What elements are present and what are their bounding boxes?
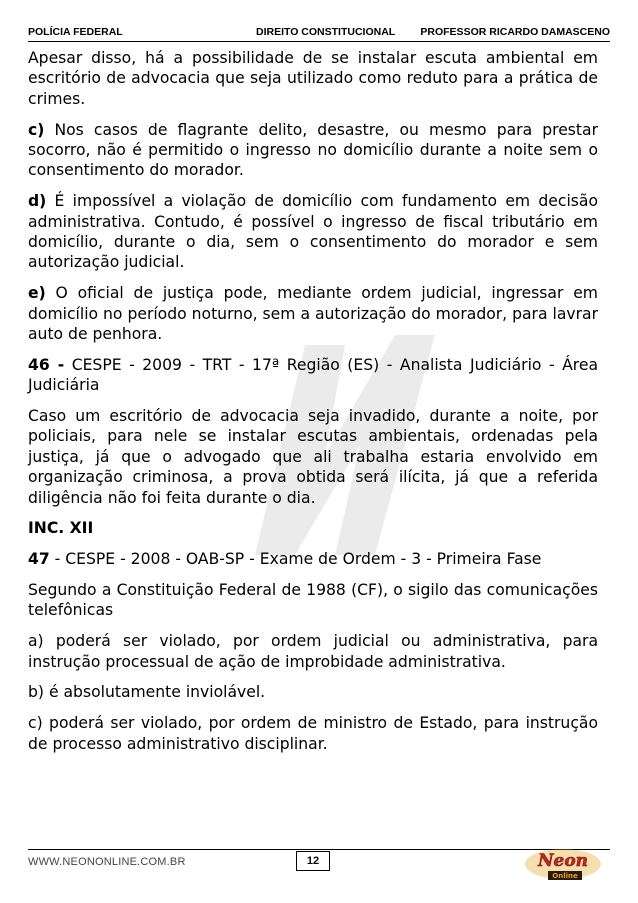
- question-number: 47: [28, 550, 50, 569]
- page-number: 12: [296, 851, 330, 871]
- question-47-heading: [28, 549, 598, 569]
- neon-logo-icon: [522, 844, 604, 884]
- option-d-paragraph: [28, 191, 598, 273]
- question-46-heading: [28, 355, 598, 396]
- logo-text: Neon: [537, 851, 589, 871]
- question-source: CESPE - 2009 - TRT - 17ª Região (ES) - Analista Judiciário - Área Judiciária: [28, 355, 598, 395]
- header-right: PROFESSOR RICARDO DAMASCENO: [420, 26, 610, 38]
- logo-subtext: Online: [552, 872, 578, 880]
- option-b-paragraph: b) é absolutamente inviolável.: [28, 683, 266, 702]
- option-a-paragraph: a) poderá ser violado, por ordem judicial ou administrativa, para instrução processual de ação de improbidade administrativa.: [28, 632, 598, 671]
- document-body: [28, 48, 598, 760]
- question-number: 46 -: [28, 355, 65, 374]
- question-46-body: Caso um escritório de advocacia seja invadido, durante a noite, por policiais, para nele se instalar escutas ambientais, ordenadas pela justiça, já que o advogado que ali trabalha estaria envolvido em organização criminosa, a prova obtida será ilícita, já que a referida diligência não foi feita durante o dia.: [28, 407, 598, 507]
- section-title: INC. XII: [28, 519, 94, 538]
- question-47-body: Segundo a Constituição Federal de 1988 (CF), o sigilo das comunicações telefônicas: [28, 581, 598, 620]
- header-center: DIREITO CONSTITUCIONAL: [256, 26, 396, 38]
- page-header: [28, 26, 610, 42]
- header-divider: [28, 41, 610, 42]
- option-label: e): [28, 284, 46, 303]
- section-heading: [28, 518, 598, 538]
- option-label: d): [28, 192, 47, 211]
- option-text: É impossível a violação de domicílio com fundamento em decisão administrativa. Contudo, é possível o ingresso de fiscal tributário em domicílio, durante o dia, sem o consentimento do morador e sem autorização judicial.: [28, 192, 598, 272]
- option-text: Nos casos de flagrante delito, desastre, ou mesmo para prestar socorro, não é permitido o ingresso no domicílio durante a noite sem o consentimento do morador.: [28, 120, 598, 180]
- option-c2-paragraph: c) poderá ser violado, por ordem de ministro de Estado, para instrução de processo administrativo disciplinar.: [28, 714, 598, 753]
- option-c-paragraph: [28, 120, 598, 181]
- header-left: POLÍCIA FEDERAL: [28, 26, 123, 38]
- option-e-paragraph: [28, 283, 598, 344]
- question-source: - CESPE - 2008 - OAB-SP - Exame de Ordem - 3 - Primeira Fase: [49, 550, 542, 569]
- option-text: O oficial de justiça pode, mediante ordem judicial, ingressar em domicílio no período noturno, sem a autorização do morador, para lavrar auto de penhora.: [28, 284, 598, 344]
- paragraph: Apesar disso, há a possibilidade de se instalar escuta ambiental em escritório de advocacia que seja utilizado como reduto para a prática de crimes.: [28, 49, 598, 108]
- footer-website: WWW.NEONONLINE.COM.BR: [28, 856, 186, 868]
- option-label: c): [28, 120, 45, 139]
